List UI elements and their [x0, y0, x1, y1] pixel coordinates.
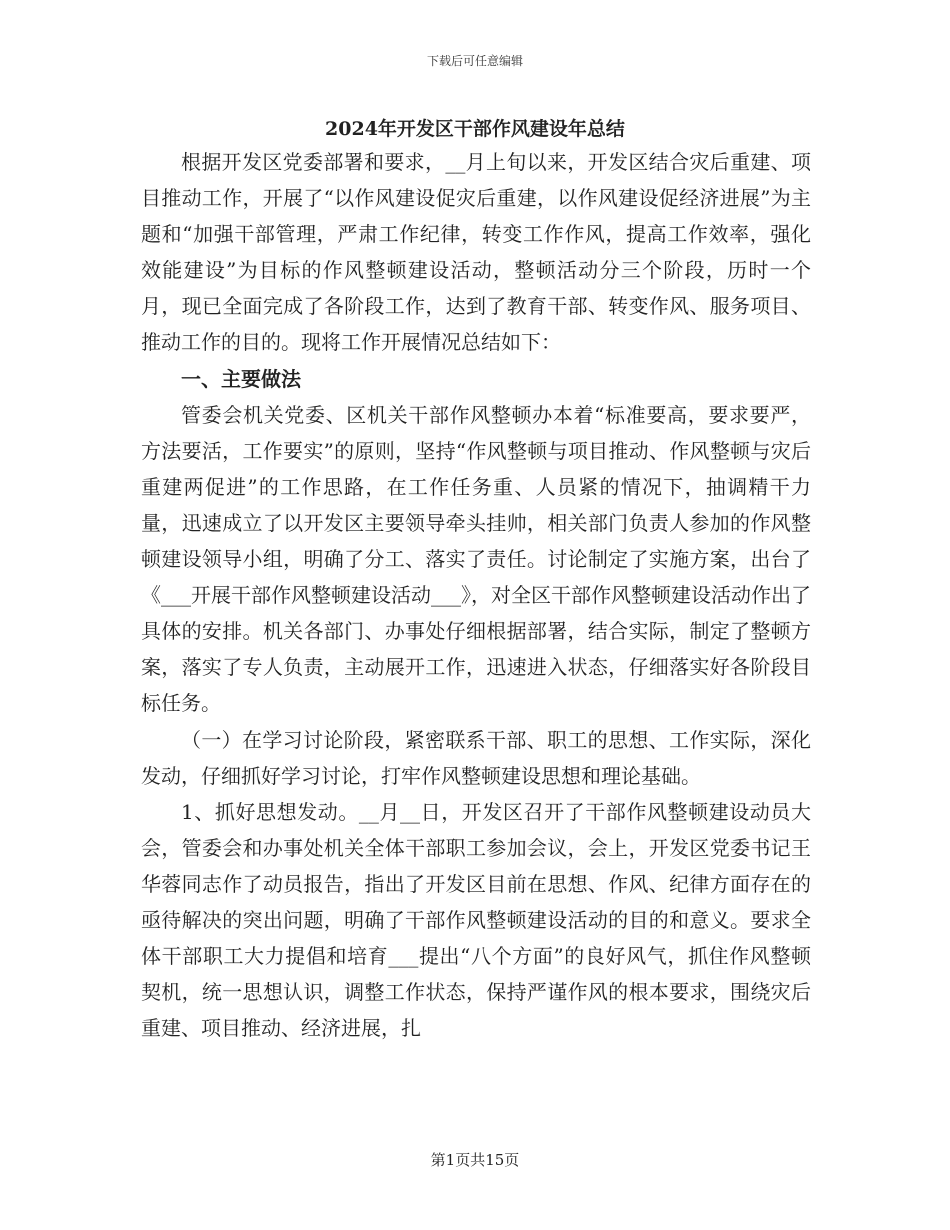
document-body	[141, 144, 811, 1046]
document-title: 2024年开发区干部作风建设年总结	[325, 118, 625, 140]
header-note: 下载后可任意编辑	[426, 54, 523, 68]
paragraph-mobilization: 1、抓好思想发动。__月__日，开发区召开了干部作风整顿建设动员大会，管委会和办事处机关全体干部职工参加会议，会上，开发区党委书记王华蓉同志作了动员报告，指出了开发区目前在思想、作风、纪律方面存在的亟待解决的突出问题，明确了干部作风整顿建设活动的目的和意义。要求全体干部职工大力提倡和培育___提出“八个方面”的良好风气，抓住作风整顿契机，统一思想认识，调整工作状态，保持严谨作风的根本要求，围绕灾后重建、项目推动、经济进展，扎	[141, 799, 811, 1041]
paragraph-intro: 根据开发区党委部署和要求，__月上旬以来，开发区结合灾后重建、项目推动工作，开展了“以作风建设促灾后重建，以作风建设促经济进展”为主题和“加强干部管理，严肃工作纪律，转变工作作风，提高工作效率，强化效能建设”为目标的作风整顿建设活动，整顿活动分三个阶段，历时一个月，现已全面完成了各阶段工作，达到了教育干部、转变作风、服务项目、推动工作的目的。现将工作开展情况总结如下：	[141, 150, 811, 355]
page-footer: 第1页共15页	[430, 1151, 520, 1169]
paragraph-practices: 管委会机关党委、区机关干部作风整顿办本着“标准要高，要求要严，方法要活，工作要实”的原则，坚持“作风整顿与项目推动、作风整顿与灾后重建两促进”的工作思路，在工作任务重、人员紧的情况下，抽调精干力量，迅速成立了以开发区主要领导牵头挂帅，相关部门负责人参加的作风整顿建设领导小组，明确了分工、落实了责任。讨论制定了实施方案，出台了《___开展干部作风整顿建设活动___》，对全区干部作风整顿建设活动作出了具体的安排。机关各部门、办事处仔细根据部署，结合实际，制定了整顿方案，落实了专人负责，主动展开工作，迅速进入状态，仔细落实好各阶段目标任务。	[141, 402, 811, 716]
paragraph-stage-one: （一）在学习讨论阶段，紧密联系干部、职工的思想、工作实际，深化发动，仔细抓好学习讨论，打牢作风整顿建设思想和理论基础。	[141, 727, 811, 788]
section-heading-main-practices: 一、主要做法	[181, 366, 301, 391]
